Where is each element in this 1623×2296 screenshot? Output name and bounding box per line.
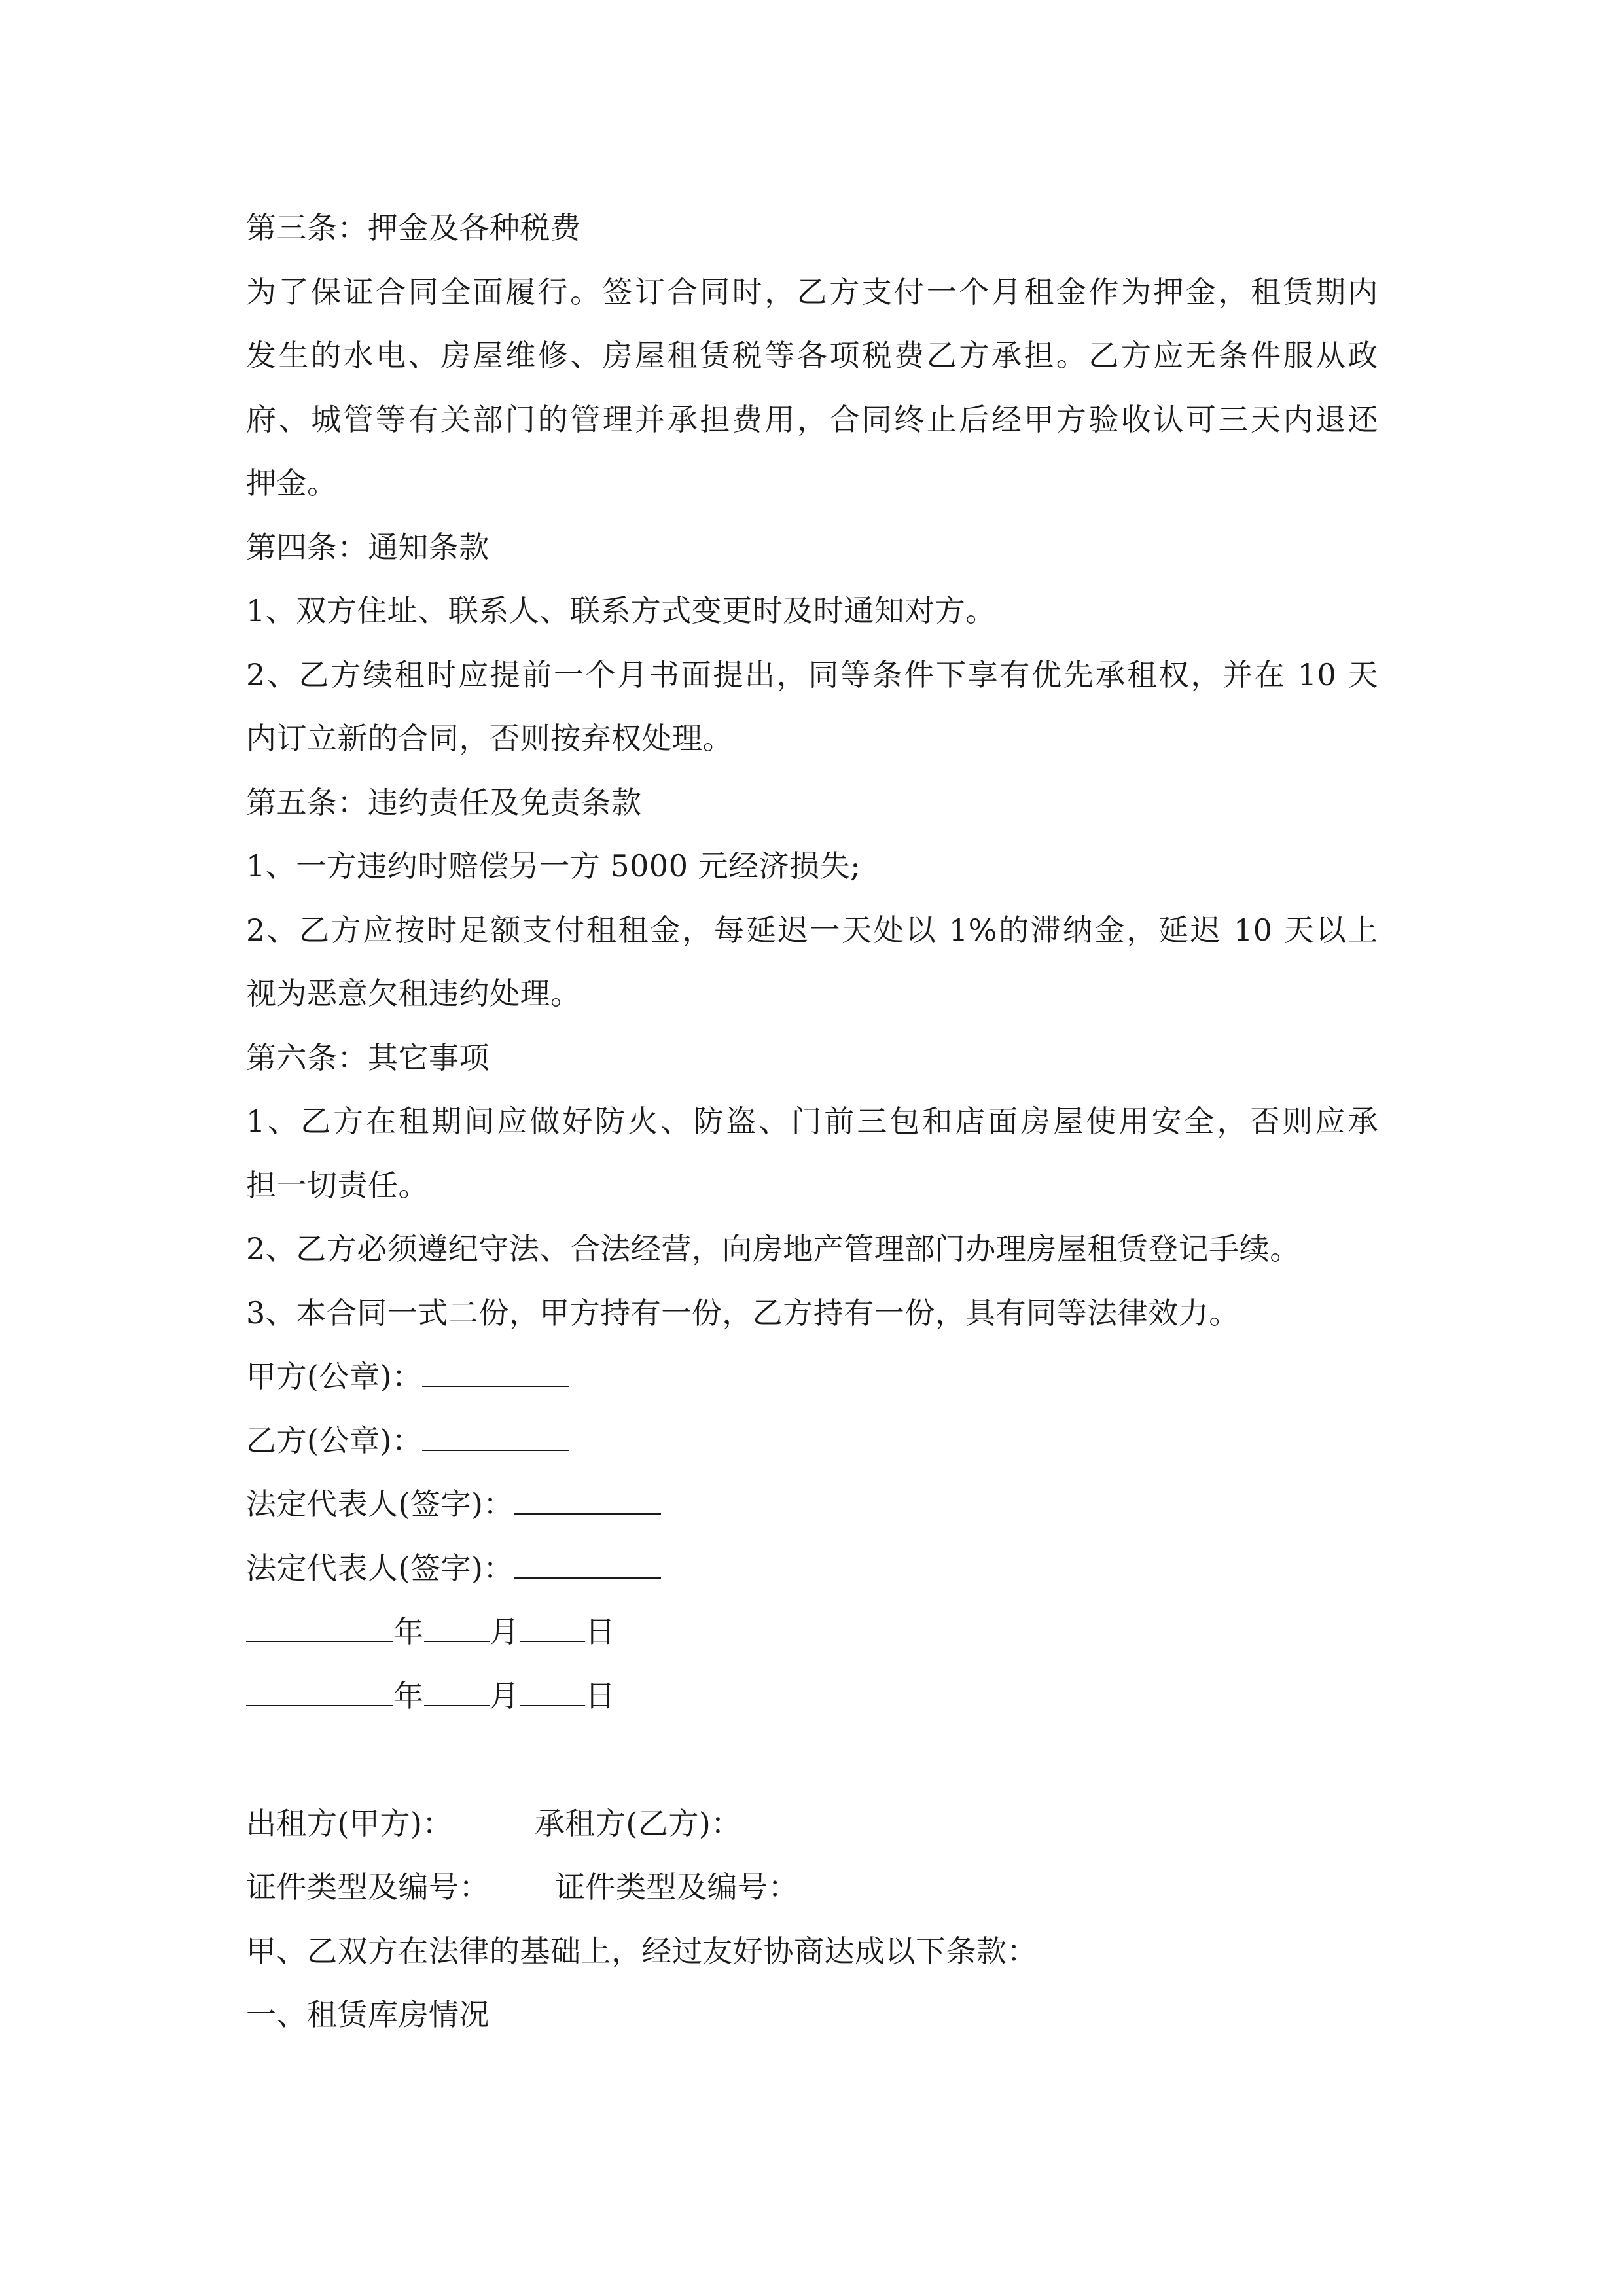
year-label: 年 — [393, 1677, 424, 1713]
id-label-a: 证件类型及编号： — [246, 1869, 490, 1905]
article-5-item: 1、一方违约时赔偿另一方 5000 元经济损失; — [246, 848, 861, 884]
article-3-text-line: 发生的水电、房屋维修、房屋租赁税等各项税费乙方承担。乙方应无条件服从政 — [246, 338, 1378, 373]
article-6-item: 3、本合同一式二份，甲方持有一份，乙方持有一份，具有同等法律效力。 — [246, 1295, 1240, 1331]
year-blank[interactable] — [246, 1613, 393, 1642]
party-b-seal-label: 乙方(公章)： — [246, 1422, 423, 1458]
day-blank[interactable] — [520, 1613, 585, 1642]
legal-rep-row — [246, 1537, 1378, 1601]
legal-rep-signature-blank[interactable] — [514, 1486, 661, 1515]
article-5-heading: 第五条：违约责任及免责条款 — [246, 784, 642, 820]
article-4-item: 1、双方住址、联系人、联系方式变更时及时通知对方。 — [246, 593, 996, 628]
month-blank[interactable] — [424, 1613, 490, 1642]
party-a-seal-row — [246, 1345, 1378, 1409]
id-label-b: 证件类型及编号： — [555, 1869, 798, 1905]
article-6-item: 担一切责任。 — [246, 1167, 429, 1203]
day-label: 日 — [585, 1614, 616, 1649]
contract-intro: 甲、乙双方在法律的基础上，经过友好协商达成以下条款： — [246, 1933, 1037, 1969]
year-label: 年 — [393, 1614, 424, 1649]
party-b-seal-row — [246, 1409, 1378, 1473]
article-5-item: 视为恶意欠租违约处理。 — [246, 976, 581, 1011]
article-4-item: 2、乙方续租时应提前一个月书面提出，同等条件下享有优先承租权，并在 10 天 — [246, 656, 1378, 692]
party-a-seal-label: 甲方(公章)： — [246, 1359, 423, 1394]
lessee-label: 承租方(乙方)： — [534, 1805, 741, 1841]
section-1-heading: 一、租赁库房情况 — [246, 1997, 490, 2032]
date-row — [246, 1600, 1378, 1664]
section-spacer — [246, 1728, 1378, 1792]
lessor-label: 出租方(甲方)： — [246, 1805, 453, 1841]
day-label: 日 — [585, 1677, 616, 1713]
article-3-text-line: 为了保证合同全面履行。签订合同时，乙方支付一个月租金作为押金，租赁期内 — [246, 274, 1378, 310]
legal-rep-signature-blank[interactable] — [514, 1550, 661, 1579]
month-label: 月 — [489, 1614, 520, 1649]
article-6-item: 2、乙方必须遵纪守法、合法经营，向房地产管理部门办理房屋租赁登记手续。 — [246, 1231, 1300, 1266]
article-3-text-line: 府、城管等有关部门的管理并承担费用，合同终止后经甲方验收认可三天内退还 — [246, 401, 1378, 437]
article-3-text-line: 押金。 — [246, 465, 338, 501]
party-a-seal-blank[interactable] — [422, 1358, 569, 1387]
article-4-heading: 第四条：通知条款 — [246, 529, 490, 565]
article-5-item: 2、乙方应按时足额支付租租金，每延迟一天处以 1%的滞纳金，延迟 10 天以上 — [246, 912, 1378, 948]
id-row — [246, 1856, 1378, 1920]
year-blank[interactable] — [246, 1677, 393, 1706]
date-row — [246, 1664, 1378, 1729]
legal-rep-label: 法定代表人(签字)： — [246, 1550, 514, 1586]
article-6-item: 1、乙方在租期间应做好防火、防盗、门前三包和店面房屋使用安全，否则应承 — [246, 1103, 1378, 1139]
parties-row — [246, 1792, 1378, 1856]
party-b-seal-blank[interactable] — [422, 1422, 569, 1451]
contract-page — [246, 196, 1378, 2047]
legal-rep-label: 法定代表人(签字)： — [246, 1486, 514, 1522]
article-3-heading: 第三条：押金及各种税费 — [246, 210, 581, 245]
article-4-item: 内订立新的合同，否则按弃权处理。 — [246, 721, 733, 756]
article-6-heading: 第六条：其它事项 — [246, 1039, 490, 1075]
month-blank[interactable] — [424, 1677, 490, 1706]
month-label: 月 — [489, 1677, 520, 1713]
legal-rep-row — [246, 1473, 1378, 1537]
day-blank[interactable] — [520, 1677, 585, 1706]
